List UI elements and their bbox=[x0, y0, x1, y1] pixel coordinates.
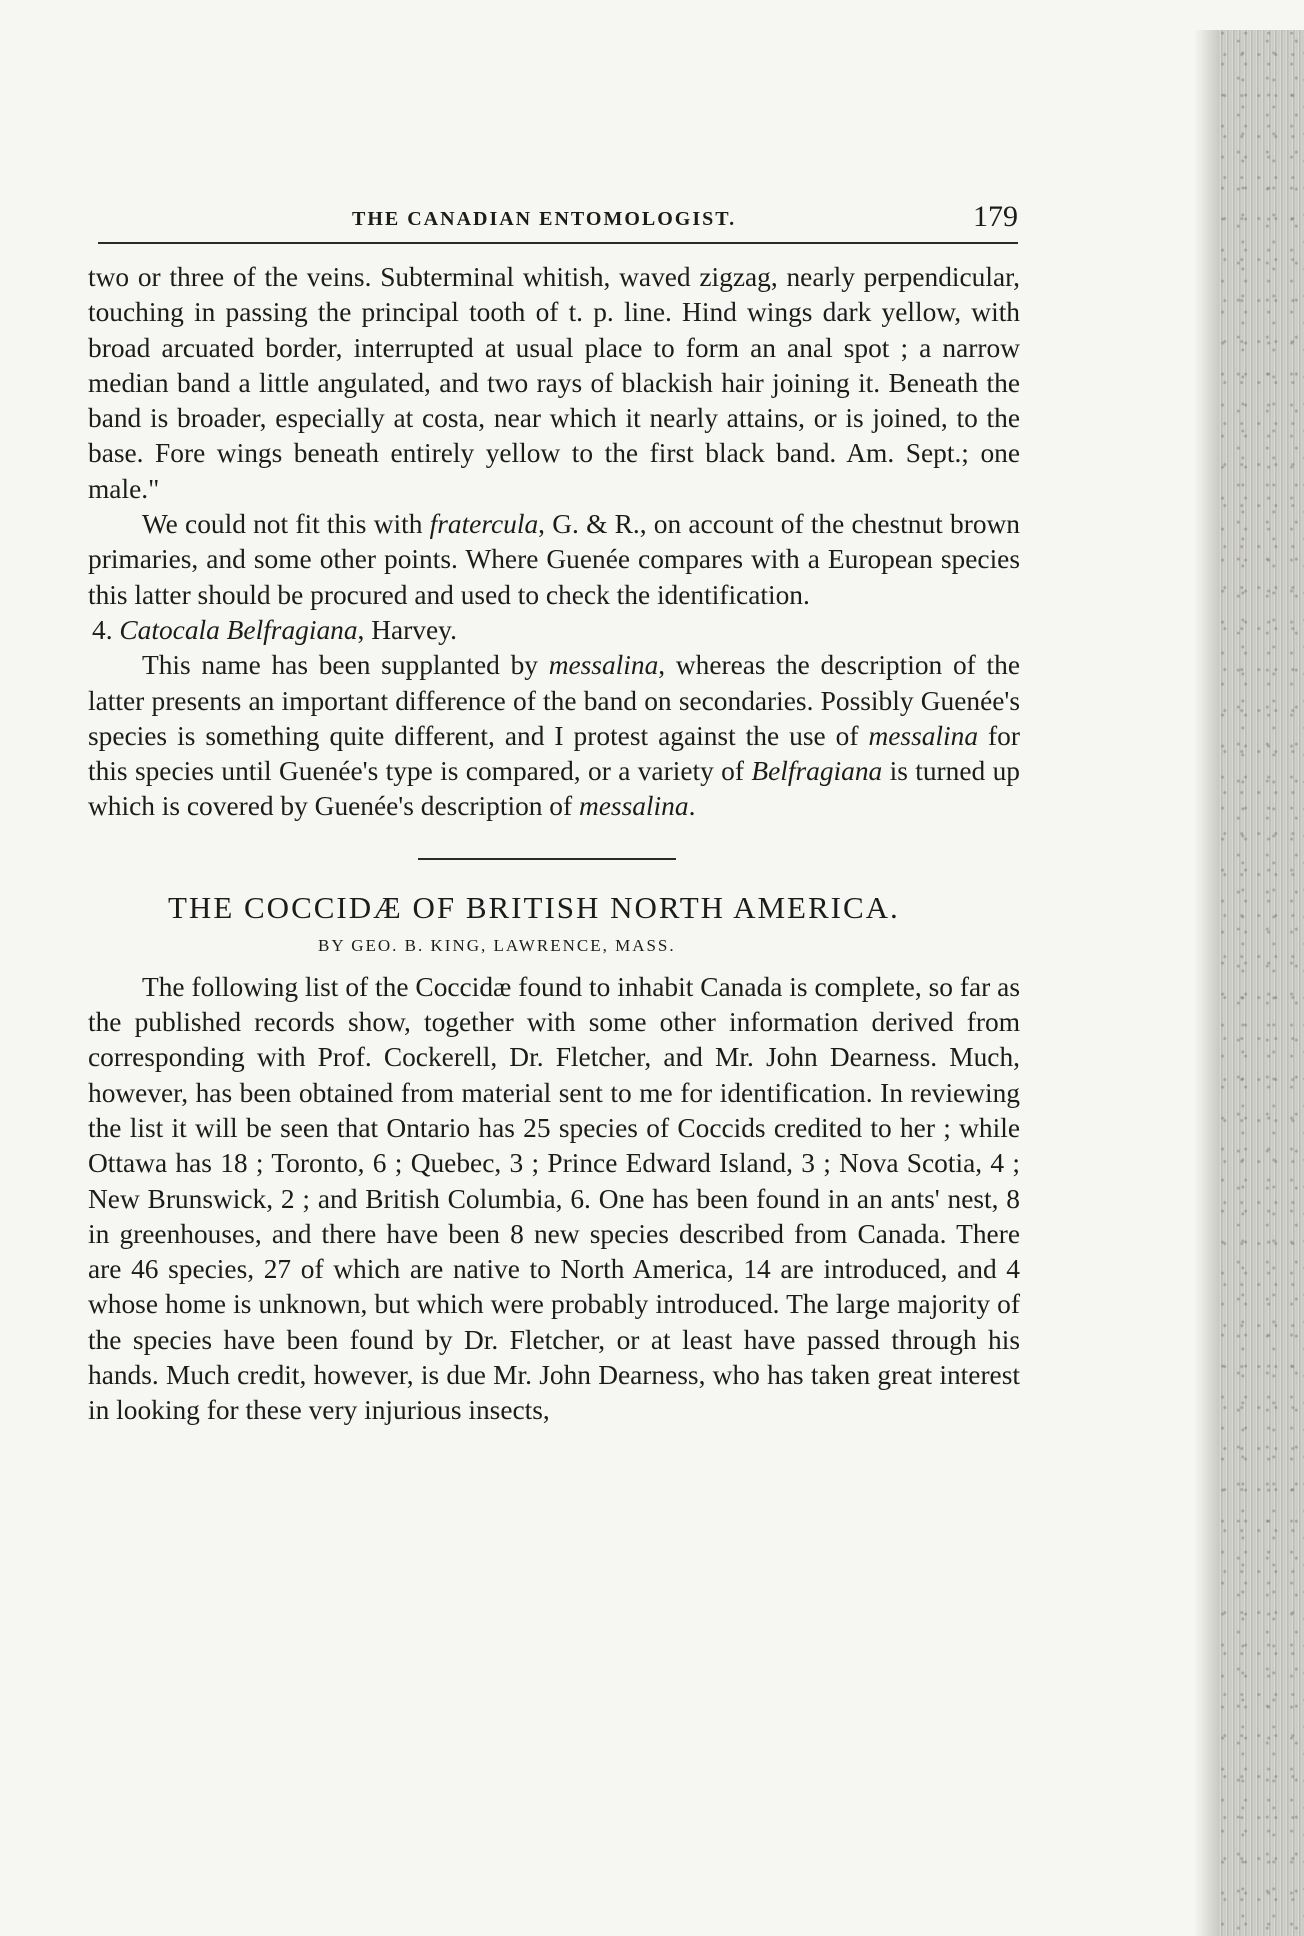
species-name-messalina: messalina bbox=[868, 720, 979, 751]
page-gutter-shadow bbox=[1194, 30, 1218, 1936]
paragraph-text: , G. & R., on account of the chestnut brown primaries, and some other points. Where Guenée compares with a European species this latter should be procured and used to check the identification. bbox=[88, 509, 1020, 610]
species-name-belfragiana: Catocala Belfragiana bbox=[119, 614, 358, 645]
book-page-edges bbox=[1218, 30, 1304, 1936]
paragraph-text: , whereas the description of the latter presents an important difference of the band on secondaries. Possibly Guenée's species is something quite different, and I protest against the use of bbox=[88, 650, 1020, 751]
item-number: 4. bbox=[92, 614, 113, 645]
species-name-messalina: messalina bbox=[578, 791, 689, 822]
article-byline: BY GEO. B. KING, LAWRENCE, MASS. bbox=[318, 935, 676, 955]
running-head bbox=[88, 200, 1020, 240]
numbered-species-heading bbox=[88, 613, 1020, 648]
messalina-comment-paragraph bbox=[88, 648, 1020, 824]
paragraph-text: . bbox=[688, 791, 696, 822]
article-body bbox=[88, 970, 1020, 1429]
article-separator-rule bbox=[418, 858, 676, 860]
journal-title: THE CANADIAN ENTOMOLOGIST. bbox=[352, 208, 737, 230]
header-rule bbox=[98, 242, 1018, 244]
article-title: THE COCCIDÆ OF BRITISH NORTH AMERICA. bbox=[168, 889, 900, 925]
book-page bbox=[88, 200, 1020, 1429]
paragraph-text: for this species until Guenée's type is compared, or a variety of bbox=[88, 720, 1020, 787]
species-name-belfragiana: Belfragiana bbox=[751, 756, 883, 787]
article-opening-paragraph: The following list of the Coccidæ found to inhabit Canada is complete, so far as the published records show, together with some other information derived from corresponding with Prof. Cockerell, Dr. Fletcher, and Mr. John Dearness. Much, however, has been obtained from material sent to me for identification. In reviewing the list it will be seen that Ontario has 25 species of Coccids credited to her ; while Ottawa has 18 ; Toronto, 6 ; Quebec, 3 ; Prince Edward Island, 3 ; Nova Scotia, 4 ; New Brunswick, 2 ; and British Columbia, 6. One has been found in an ants' nest, 8 in greenhouses, and there have been 8 new species described from Canada. There are 46 species, 27 of which are native to North America, 14 are introduced, and 4 whose home is unknown, but which were probably introduced. The large majority of the species have been found by Dr. Fletcher, or at least have passed through his hands. Much credit, however, is due Mr. John Dearness, who has taken great interest in looking for these very injurious insects, bbox=[88, 971, 1020, 1426]
species-author: , Harvey. bbox=[357, 614, 457, 645]
fratercula-comment-paragraph bbox=[88, 507, 1020, 613]
paragraph-text: is turned up which is covered by Guenée's description of bbox=[88, 756, 1020, 822]
previous-article-body bbox=[88, 260, 1020, 825]
species-name-fratercula: fratercula bbox=[429, 509, 539, 540]
page-number: 179 bbox=[973, 200, 1018, 233]
quoted-description-paragraph: two or three of the veins. Subterminal whitish, waved zigzag, nearly perpendicular, touching in passing the principal tooth of t. p. line. Hind wings dark yellow, with broad arcuated border, interrupted at usual place to form an anal spot ; a narrow median band a little angulated, and two rays of blackish hair joining it. Beneath the band is broader, especially at costa, near which it nearly attains, or is joined, to the base. Fore wings beneath entirely yellow to the first black band. Am. Sept.; one male." bbox=[88, 262, 1020, 504]
species-name-messalina: messalina bbox=[548, 650, 659, 681]
paragraph-text: We could not fit this with bbox=[142, 509, 430, 540]
paragraph-text: This name has been supplanted by bbox=[142, 650, 549, 681]
